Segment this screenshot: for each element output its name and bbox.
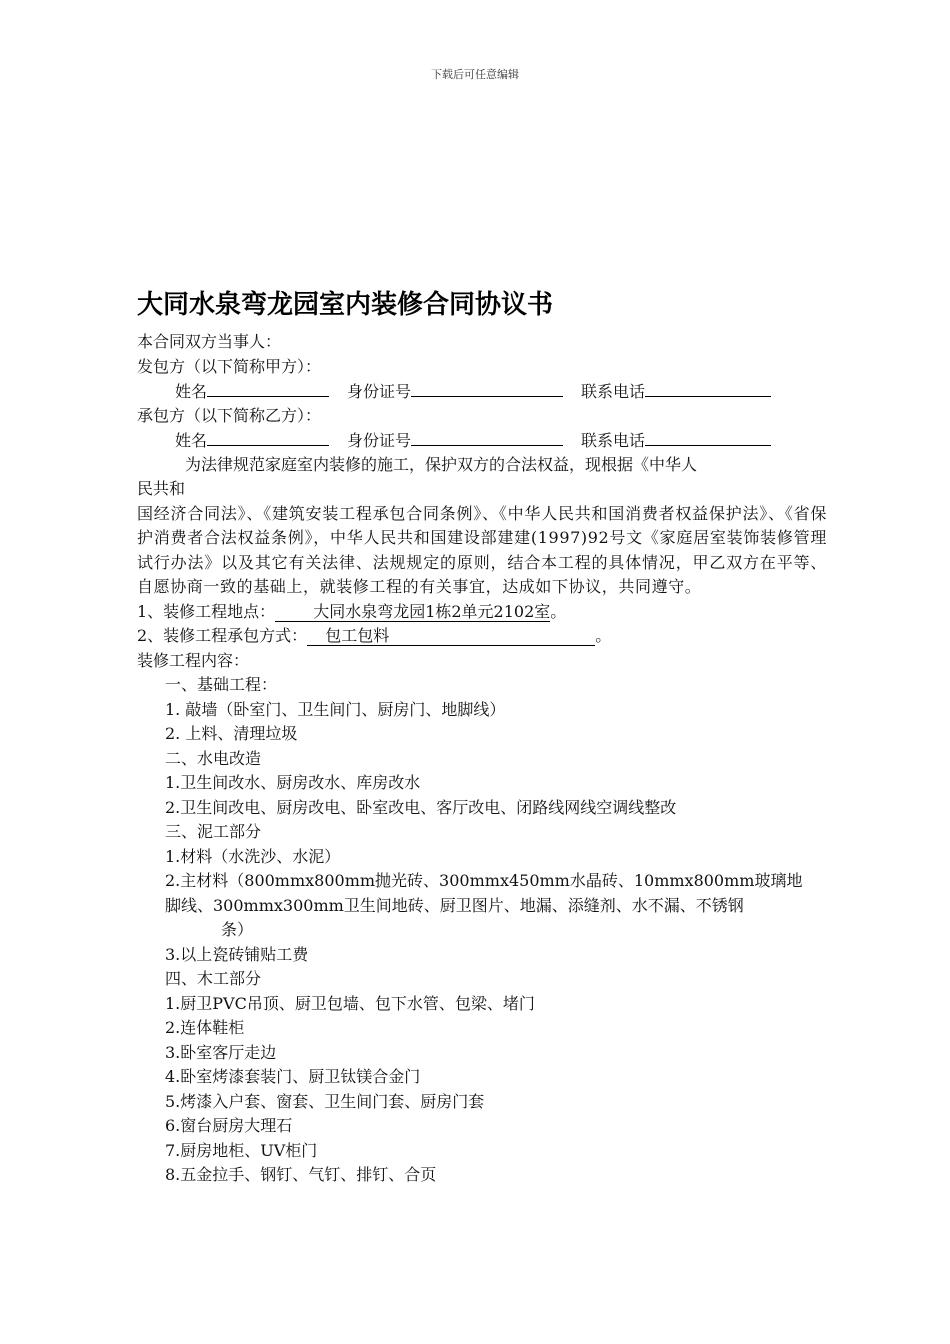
section-title: 四、木工部分 <box>165 969 262 988</box>
party-a-phone-label: 联系电话 <box>581 382 646 401</box>
party-b-phone-label: 联系电话 <box>581 431 646 450</box>
clause-location-value: 大同水泉弯龙园1栋2单元2102室 <box>275 603 550 622</box>
clause-mode-value: 包工包料 <box>307 627 595 646</box>
list-item: 6.窗台厨房大理石 <box>165 1116 293 1135</box>
party-a-name-field[interactable] <box>207 379 329 397</box>
list-item: 1. 敲墙（卧室门、卫生间门、厨房门、地脚线） <box>165 699 506 719</box>
list-item: 1.材料（水洗沙、水泥） <box>165 846 341 866</box>
preamble-body: 国经济合同法》、《建筑安装工程承包合同条例》、《中华人民共和国消费者权益保护法》、《省保护消费者合法权益条例》，中华人民共和国建设部建建(1997)92号文《家庭居室装饰装修管理试行办法》以及其它有关法律、法规规定的原则，结合本工程的具体情况，甲乙双方在平等、自愿协商一致的基础上，就装修工程的有关事宜，达成如下协议，共同遵守。 <box>137 503 827 596</box>
clause-location-label: 1、装修工程地点： <box>137 601 276 621</box>
list-item: 4.卧室烤漆套装门、厨卫钛镁合金门 <box>165 1067 421 1086</box>
party-a-id-field[interactable] <box>411 379 563 397</box>
party-b-name-field[interactable] <box>207 428 329 446</box>
list-item: 2. 上料、清理垃圾 <box>165 724 298 743</box>
party-a-phone-field[interactable] <box>645 379 771 397</box>
list-item: 2.卫生间改电、厨房改电、卧室改电、客厅改电、闭路线网线空调线整改 <box>165 797 677 817</box>
list-item: 3.卧室客厅走边 <box>165 1042 277 1062</box>
section-title: 二、水电改造 <box>165 748 262 768</box>
clause-location-end: 。 <box>550 601 567 621</box>
section-title: 三、泥工部分 <box>165 822 262 841</box>
clause-mode-label: 2、装修工程承包方式： <box>137 626 308 645</box>
content-heading: 装修工程内容： <box>137 650 250 670</box>
party-a-name-label: 姓名 <box>175 382 208 401</box>
party-b-name-label: 姓名 <box>175 431 208 450</box>
list-item: 2.主材料（800mmx800mm抛光砖、300mmx450mm水晶砖、10mmx800mm玻璃地脚线、300mmx300mm卫生间地砖、厨卫图片、地漏、添缝剂、水不漏、不锈钢 <box>165 871 803 915</box>
clause-location <box>137 600 827 625</box>
contract-title: 大同水泉弯龙园室内装修合同协议书 <box>137 290 554 320</box>
header-note: 下载后可任意编辑 <box>431 68 519 81</box>
party-b-phone-field[interactable] <box>645 428 771 446</box>
list-item: 3.以上瓷砖铺贴工费 <box>165 944 309 964</box>
party-b-fields <box>137 428 827 453</box>
list-item: 7.厨房地柜、UV柜门 <box>165 1140 318 1160</box>
party-a-heading: 发包方（以下简称甲方）： <box>137 356 322 376</box>
preamble-line-1: 为法律规范家庭室内装修的施工，保护双方的合法权益，现根据《中华人 <box>185 454 698 474</box>
party-b-id-field[interactable] <box>411 428 563 446</box>
party-b-heading: 承包方（以下简称乙方）： <box>137 405 322 425</box>
list-item: 8.五金拉手、钢钉、气钉、排钉、合页 <box>165 1165 437 1184</box>
preamble-line-2: 民共和 <box>137 479 186 498</box>
list-item: 1.厨卫PVC吊顶、厨卫包墙、包下水管、包梁、堵门 <box>165 993 535 1013</box>
parties-intro: 本合同双方当事人： <box>137 332 282 351</box>
list-item: 2.连体鞋柜 <box>165 1018 245 1037</box>
clause-mode-end: 。 <box>595 626 612 645</box>
list-item: 1.卫生间改水、厨房改水、库房改水 <box>165 773 421 792</box>
party-a-id-label: 身份证号 <box>347 382 412 401</box>
contract-body <box>137 330 827 1188</box>
party-b-id-label: 身份证号 <box>347 431 412 450</box>
list-item: 5.烤漆入户套、窗套、卫生间门套、厨房门套 <box>165 1091 485 1111</box>
section-title: 一、基础工程： <box>165 675 278 694</box>
party-a-fields <box>137 379 827 404</box>
list-item-continuation: 条） <box>221 920 254 939</box>
clause-contract-mode <box>137 624 827 649</box>
